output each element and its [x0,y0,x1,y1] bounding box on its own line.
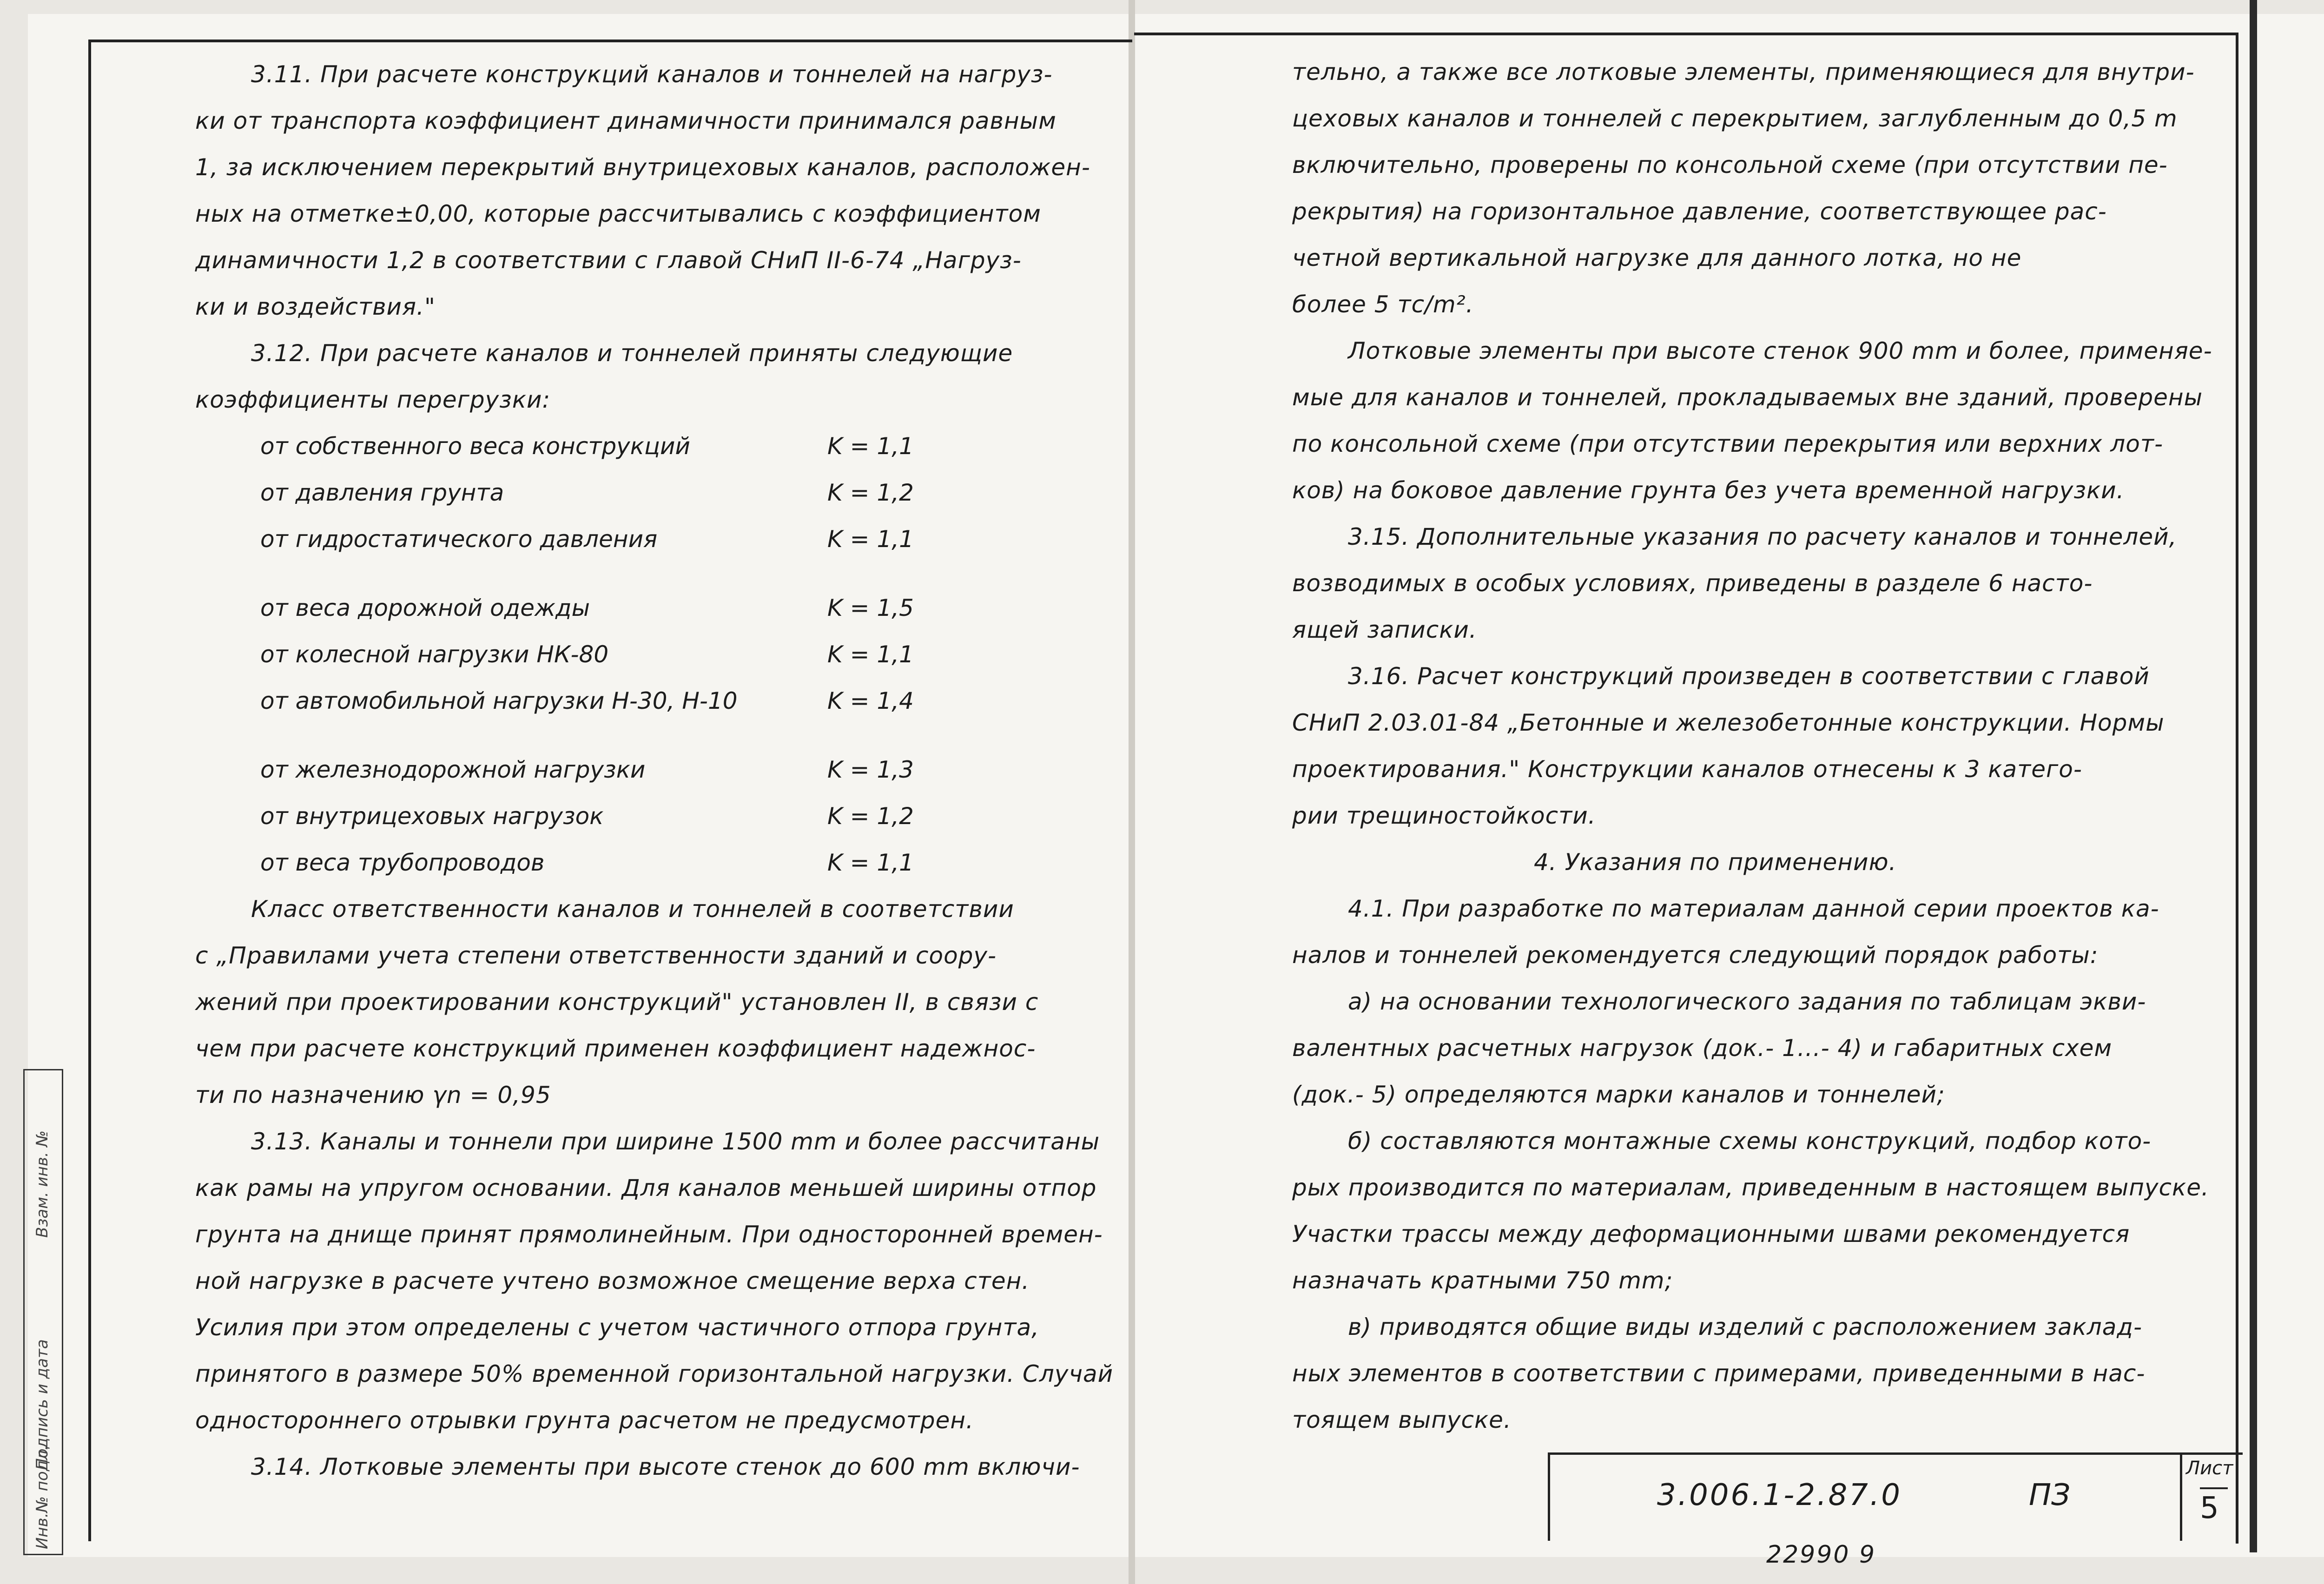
text-line: Лотковые элементы при высоте стенок 900 mm и более, применяе- [1348,337,2212,364]
text-line: в) приводятся общие виды изделий с расположением заклад- [1348,1313,2143,1340]
sheet-number: 5 [2200,1487,2228,1525]
text-line: рии трещиностойкости. [1292,802,1596,829]
coef-row [195,469,1143,516]
text-line: 3.15. Дополнительные указания по расчету каналов и тоннелей, [1348,523,2177,550]
text-line: валентных расчетных нагрузок (док.- 1...- 4) и габаритных схем [1292,1035,2113,1062]
text-line: с „Правилами учета степени ответственности зданий и соору- [195,942,997,969]
coef-row [195,516,1143,562]
text-line: назначать кратными 750 mm; [1292,1267,1673,1294]
text-line: 3.16. Расчет конструкций произведен в соответствии с главой [1348,663,2150,690]
text-line: Участки трассы между деформационными швами рекомендуется [1292,1221,2130,1247]
section-heading: 4. Указания по применению. [1534,849,1897,876]
text-line: тельно, а также все лотковые элементы, применяющиеся для внутри- [1292,59,2195,86]
text-line: ящей записки. [1292,616,1477,643]
coef-value: K = 1,2 [827,479,914,506]
text-line: ной нагрузке в расчете учтено возможное смещение верха стен. [195,1267,1030,1294]
stamp-label-3: Взам. инв. № [33,1130,52,1238]
coef-value: K = 1,1 [827,849,914,876]
text-line: принятого в размере 50% временной горизонтальной нагрузки. Случай [195,1360,1114,1387]
coef-value: K = 1,1 [827,641,914,668]
text-line: ки от транспорта коэффициент динамичности принимался равным [195,107,1056,134]
text-line: динамичности 1,2 в соответствии с главой СНиП II-6-74 „Нагруз- [195,247,1022,274]
text-line: 3.12. При расчете каналов и тоннелей приняты следующие [251,340,1013,367]
text-line: 3.13. Каналы и тоннели при ширине 1500 mm и более рассчитаны [251,1128,1100,1155]
text-line: 1, за исключением перекрытий внутрицеховых каналов, расположен- [195,154,1090,181]
right-column-text [1292,49,2222,1443]
coef-row [195,793,1143,839]
text-line: ков) на боковое давление грунта без учета временной нагрузки. [1292,477,2125,504]
text-line: Усилия при этом определены с учетом частичного отпора грунта, [195,1314,1040,1341]
text-line: грунта на днище принят прямолинейным. При односторонней времен- [195,1221,1103,1248]
text-line: коэффициенты перегрузки: [195,386,551,413]
coef-row [195,423,1143,469]
coef-value: K = 1,1 [827,526,914,553]
text-line: ных на отметке±0,00, которые рассчитывались с коэффициентом [195,200,1041,227]
coef-name: от гидростатического давления [260,526,658,553]
text-line: возводимых в особых условиях, приведены в разделе 6 насто- [1292,570,2093,597]
coef-name: от железнодорожной нагрузки [260,756,646,783]
side-stamp [23,1069,63,1555]
coef-row [195,631,1143,678]
coef-name: от давления грунта [260,479,504,506]
document-type: ПЗ [2029,1478,2071,1512]
text-line: ти по назначению γn = 0,95 [195,1082,551,1109]
coef-name: от веса дорожной одежды [260,594,590,621]
text-line: как рамы на упругом основании. Для каналов меньшей ширины отпор [195,1175,1097,1201]
text-line: включительно, проверены по консольной схеме (при отсутствии пе- [1292,152,2168,178]
coef-row [195,839,1143,886]
text-line: одностороннего отрывки грунта расчетом не предусмотрен. [195,1407,974,1434]
stamp-label-2: Подпись и дата [33,1339,52,1470]
coef-value: K = 1,4 [827,687,914,714]
text-line: проектирования." Конструкции каналов отнесены к 3 катего- [1292,756,2082,783]
inventory-number: 22990 9 [1766,1541,1876,1569]
text-line: более 5 тс/m². [1292,291,1474,318]
text-line: ки и воздействия." [195,293,436,320]
text-line: рекрытия) на горизонтальное давление, соответствующее рас- [1292,198,2107,225]
text-line: Класс ответственности каналов и тоннелей в соответствии [251,896,1014,923]
text-line: мые для каналов и тоннелей, прокладываемых вне зданий, проверены [1292,384,2203,411]
text-line: (док.- 5) определяются марки каналов и тоннелей; [1292,1081,1945,1108]
sheet-cell [2180,1455,2243,1541]
text-line: чем при расчете конструкций применен коэффициент надежнос- [195,1035,1036,1062]
coef-value: K = 1,5 [827,594,914,621]
text-line: рых производится по материалам, приведенным в настоящем выпуске. [1292,1174,2209,1201]
coef-value: K = 1,3 [827,756,914,783]
text-line: по консольной схеме (при отсутствии перекрытия или верхних лот- [1292,430,2164,457]
coef-value: K = 1,1 [827,433,914,460]
coef-name: от внутрицеховых нагрузок [260,803,604,830]
coef-value: K = 1,2 [827,803,914,830]
text-line: СНиП 2.03.01-84 „Бетонные и железобетонные конструкции. Нормы [1292,709,2165,736]
left-column-text [195,51,1125,1490]
document-code: 3.006.1-2.87.0 [1657,1478,1902,1512]
text-line: б) составляются монтажные схемы конструкций, подбор кото- [1348,1128,2152,1155]
stamp-label-1: Инв.№ подл. [33,1445,52,1549]
text-line: 3.11. При расчете конструкций каналов и тоннелей на нагруз- [251,61,1053,88]
coef-row [195,585,1143,631]
text-line: 4.1. При разработке по материалам данной серии проектов ка- [1348,895,2159,922]
text-line: тоящем выпуске. [1292,1406,1512,1433]
text-line: налов и тоннелей рекомендуется следующий порядок работы: [1292,942,2099,969]
coef-row [195,678,1143,724]
coef-row [195,746,1143,793]
text-line: четной вертикальной нагрузке для данного лотка, но не [1292,244,2022,271]
text-line: 3.14. Лотковые элементы при высоте стенок до 600 mm включи- [251,1453,1080,1480]
text-line: жений при проектировании конструкций" установлен II, в связи с [195,989,1039,1016]
scan-edge [2250,0,2257,1552]
coef-name: от автомобильной нагрузки Н-30, Н-10 [260,687,738,714]
text-line: а) на основании технологического задания по таблицам экви- [1348,988,2146,1015]
text-line: ных элементов в соответствии с примерами, приведенными в нас- [1292,1360,2146,1387]
coef-name: от колесной нагрузки НК-80 [260,641,609,668]
coef-name: от собственного веса конструкций [260,433,690,460]
coef-name: от веса трубопроводов [260,849,545,876]
title-block [1548,1452,2243,1541]
sheet-label: Лист [2186,1458,2233,1479]
text-line: цеховых каналов и тоннелей с перекрытием, заглубленным до 0,5 m [1292,105,2178,132]
